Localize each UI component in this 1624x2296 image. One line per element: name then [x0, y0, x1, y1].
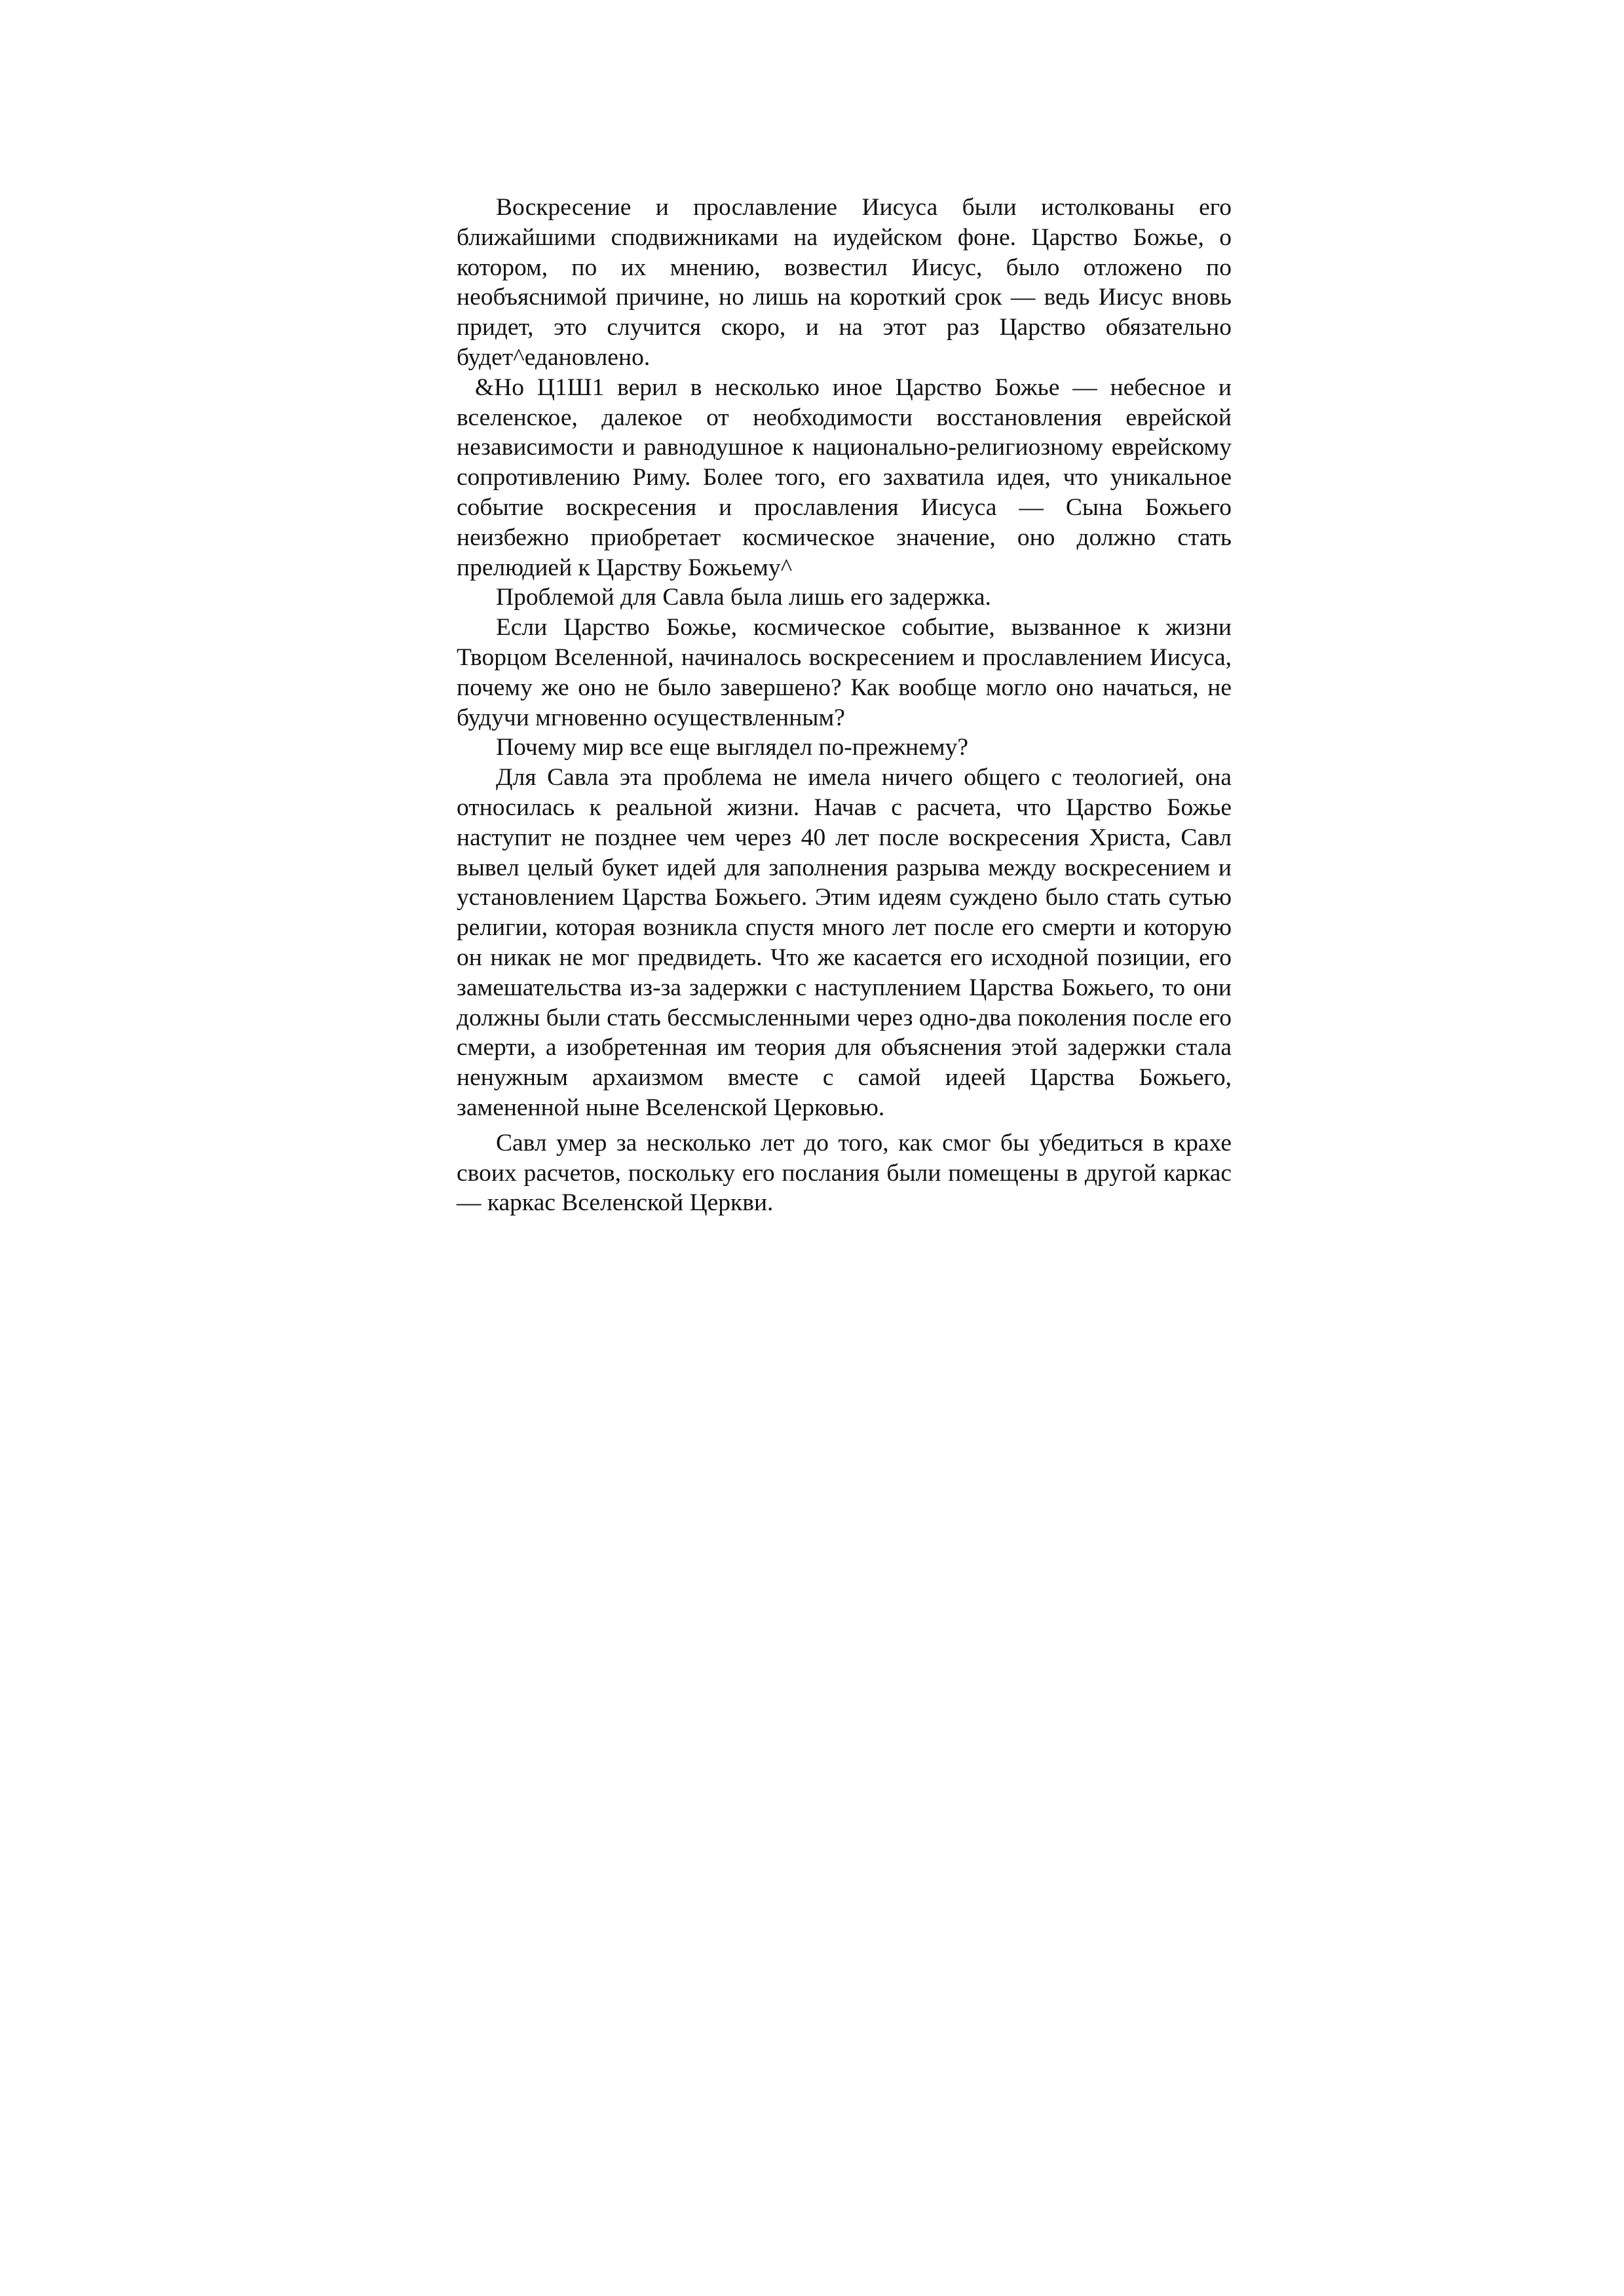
body-text: [457, 193, 1232, 1218]
paragraph-2: &Но Ц1Ш1 верил в несколько иное Царство Божье — небесное и вселенское, далекое от необходимости восстановления еврейской независимости и равнодушное к национально-религиозному еврейскому сопротивлению Риму. Более того, его захватила идея, что уникальное событие воскресения и прославления Иисуса — Сына Божьего неизбежно приобретает космическое значение, оно должно стать прелюдией к Царству Божьему^: [457, 373, 1232, 581]
paragraph-6: Для Савла эта проблема не имела ничего общего с теологией, она относилась к реальной жизни. Начав с расчета, что Царство Божье наступит не позднее чем через 40 лет после воскресения Христа, Савл вывел целый букет идей для заполнения разрыва между воскресением и установлением Царства Божьего. Этим идеям суждено было стать сутью религии, которая возникла спустя много лет после его смерти и которую он никак не мог предвидеть. Что же касается его исходной позиции, его замешательства из-за задержки с наступлением Царства Божьего, то они должны были стать бессмысленными через одно-два поколения после его смерти, а изобретенная им теория для объяснения этой задержки стала ненужным архаизмом вместе с самой идеей Царства Божьего, замененной ныне Вселенской Церковью.: [457, 764, 1232, 1121]
paragraph-5: Почему мир все еще выглядел по-прежнему?: [496, 734, 968, 761]
paragraph-4: Если Царство Божье, космическое событие, вызванное к жизни Творцом Вселенной, начиналось воскресением и прославлением Иисуса, почему же оно не было завершено? Как вообще могло оно начаться, не будучи мгновенно осуществленным?: [457, 614, 1232, 731]
paragraph-3: Проблемой для Савла была лишь его задержка.: [496, 584, 991, 611]
paragraph-1: Воскресение и прославление Иисуса были истолкованы его ближайшими сподвижниками на иудейском фоне. Царство Божье, о котором, по их мнению, возвестил Иисус, было отложено по необъяснимой причине, но лишь на короткий срок — ведь Иисус вновь придет, это случится скоро, и на этот раз Царство обязательно будет^едановлено.: [457, 194, 1232, 371]
paragraph-7: Савл умер за несколько лет до того, как смог бы убедиться в крахе своих расчетов, поскольку его послания были помещены в другой каркас — каркас Вселенской Церкви.: [457, 1129, 1232, 1217]
